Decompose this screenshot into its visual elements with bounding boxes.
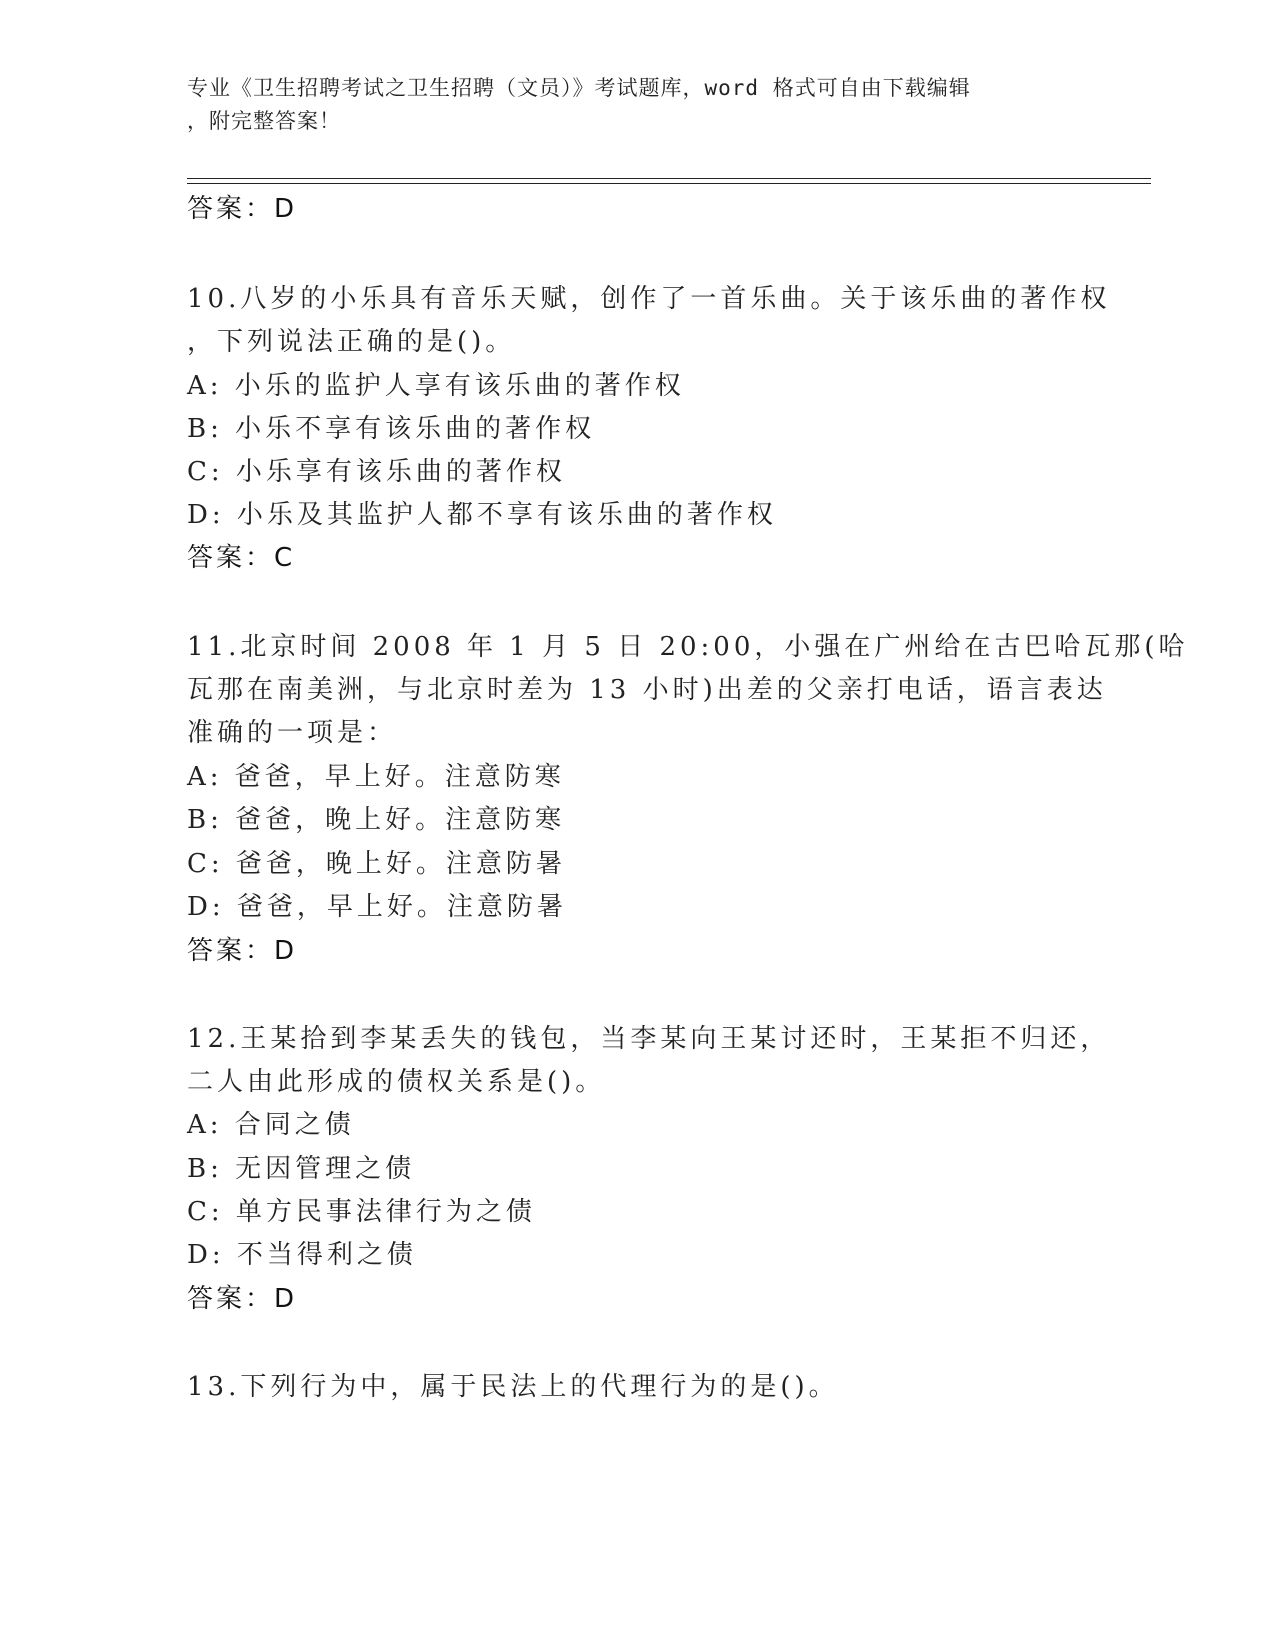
question-11-stem-line-3: 准确的一项是： (187, 718, 398, 748)
question-12-option-b: B: 无因管理之债 (187, 1154, 416, 1184)
question-10-option-a: A: 小乐的监护人享有该乐曲的著作权 (187, 371, 685, 401)
question-12-option-c: C: 单方民事法律行为之债 (187, 1197, 536, 1227)
question-12-stem-line-1: 12.王某拾到李某丢失的钱包，当李某向王某讨还时，王某拒不归还， (187, 1024, 1111, 1054)
question-10-option-c: C: 小乐享有该乐曲的著作权 (187, 457, 566, 487)
question-11-option-c: C: 爸爸，晚上好。注意防暑 (187, 849, 566, 879)
question-10-stem-line-2: ，下列说法正确的是()。 (187, 327, 516, 357)
question-11-option-a: A: 爸爸，早上好。注意防寒 (187, 762, 565, 792)
question-13-stem-line-1: 13.下列行为中，属于民法上的代理行为的是()。 (187, 1372, 839, 1402)
question-11-option-d: D: 爸爸，早上好。注意防暑 (187, 892, 567, 922)
question-10-option-b: B: 小乐不享有该乐曲的著作权 (187, 414, 596, 444)
question-10-stem-line-1: 10.八岁的小乐具有音乐天赋，创作了一首乐曲。关于该乐曲的著作权 (187, 284, 1111, 314)
answer-previous: 答案：D (187, 194, 298, 224)
question-11-stem-line-2: 瓦那在南美洲，与北京时差为 13 小时)出差的父亲打电话，语言表达 (187, 675, 1107, 705)
header-divider-bottom (187, 183, 1151, 184)
question-11-stem-line-1: 11.北京时间 2008 年 1 月 5 日 20:00，小强在广州给在古巴哈瓦那(哈 (187, 632, 1189, 662)
question-10-answer: 答案：C (187, 543, 296, 573)
question-12-option-d: D: 不当得利之债 (187, 1240, 417, 1270)
question-12-stem-line-2: 二人由此形成的债权关系是()。 (187, 1067, 606, 1097)
question-12-answer: 答案：D (187, 1284, 298, 1314)
header-line-1: 专业《卫生招聘考试之卫生招聘（文员）》考试题库，word 格式可自由下载编辑 (187, 76, 971, 100)
header-line-2: ，附完整答案！ (187, 109, 341, 133)
question-11-answer: 答案：D (187, 936, 298, 966)
question-10-option-d: D: 小乐及其监护人都不享有该乐曲的著作权 (187, 500, 777, 530)
header-divider-top (187, 178, 1151, 179)
question-12-option-a: A: 合同之债 (187, 1110, 355, 1140)
question-11-option-b: B: 爸爸，晚上好。注意防寒 (187, 805, 566, 835)
document-header (187, 72, 1087, 138)
